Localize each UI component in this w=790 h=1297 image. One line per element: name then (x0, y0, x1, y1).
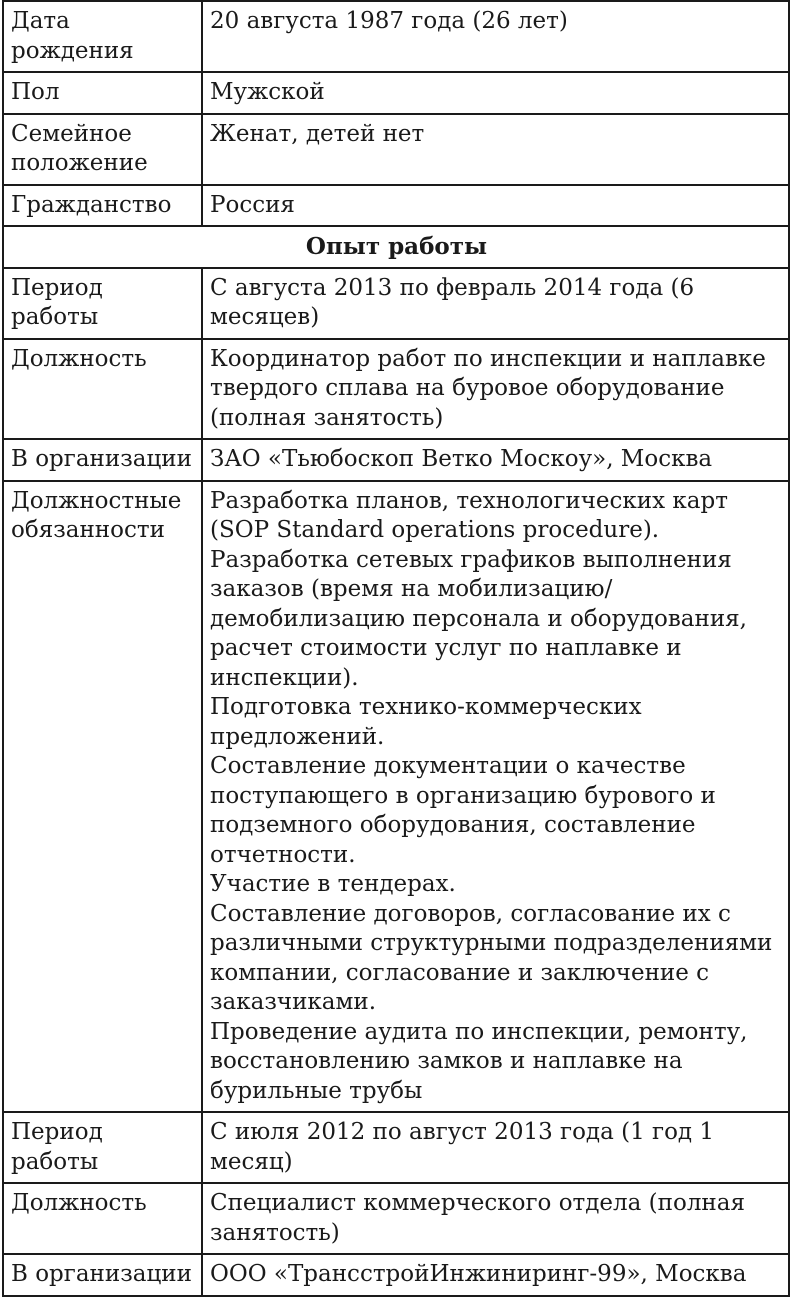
duty-item: Разработка сетевых графиков выполнения заказов (время на мобилизацию/демобилизацию персонала и оборудования, расчет стоимости услуг по наплавке и инспекции). (210, 546, 747, 691)
table-row-job1-period (3, 268, 789, 339)
marital-status-value: Женат, детей нет (202, 114, 789, 185)
job2-organization-value: ООО «ТрансстройИнжиниринг-99», Москва (202, 1254, 789, 1296)
table-row-citizenship (3, 185, 789, 227)
gender-label: Пол (3, 72, 202, 114)
duty-item: Участие в тендерах. (210, 871, 456, 897)
table-row-marital-status (3, 114, 789, 185)
job2-period-label: Период работы (3, 1112, 202, 1183)
birth-date-value: 20 августа 1987 года (26 лет) (202, 1, 789, 72)
citizenship-value: Россия (202, 185, 789, 227)
table-row-job1-position (3, 339, 789, 440)
duty-item: Составление документации о качестве поступающего в организацию бурового и подземного оборудования, составление отчетности. (210, 753, 716, 868)
duty-item: Разработка планов, технологических карт (SOP Standard operations procedure). (210, 487, 728, 543)
job2-position-label: Должность (3, 1183, 202, 1254)
table-row-job2-organization (3, 1254, 789, 1296)
table-row-job2-period (3, 1112, 789, 1183)
job2-position-value: Специалист коммерческого отдела (полная занятость) (202, 1183, 789, 1254)
duty-item: Подготовка технико-коммерческих предложений. (210, 694, 642, 750)
job2-organization-label: В организации (3, 1254, 202, 1296)
duty-item: Составление договоров, согласование их с различными структурными подразделениями компании, согласование и заключение с заказчиками. (210, 900, 773, 1015)
job1-organization-value: ЗАО «Тьюбоскоп Ветко Москоу», Москва (202, 439, 789, 481)
table-row-job1-organization (3, 439, 789, 481)
citizenship-label: Гражданство (3, 185, 202, 227)
birth-date-label: Дата рождения (3, 1, 202, 72)
table-row-job1-duties (3, 481, 789, 1113)
resume-table (2, 0, 790, 1297)
job1-period-label: Период работы (3, 268, 202, 339)
job1-position-label: Должность (3, 339, 202, 440)
experience-heading: Опыт работы (3, 226, 789, 268)
job1-period-value: С августа 2013 по февраль 2014 года (6 месяцев) (202, 268, 789, 339)
job2-period-value: С июля 2012 по август 2013 года (1 год 1 месяц) (202, 1112, 789, 1183)
marital-status-label: Семейное положение (3, 114, 202, 185)
table-row-section-heading (3, 226, 789, 268)
duty-item: Проведение аудита по инспекции, ремонту, восстановлению замков и наплавке на бурильные трубы (210, 1018, 748, 1104)
job1-organization-label: В организации (3, 439, 202, 481)
job1-position-value: Координатор работ по инспекции и наплавке твердого сплава на буровое оборудование (полная занятость) (202, 339, 789, 440)
table-row-gender (3, 72, 789, 114)
table-row-job2-position (3, 1183, 789, 1254)
job1-duties-list (202, 481, 789, 1113)
table-row-birth-date (3, 1, 789, 72)
job1-duties-label: Должностные обязанности (3, 481, 202, 1113)
gender-value: Мужской (202, 72, 789, 114)
